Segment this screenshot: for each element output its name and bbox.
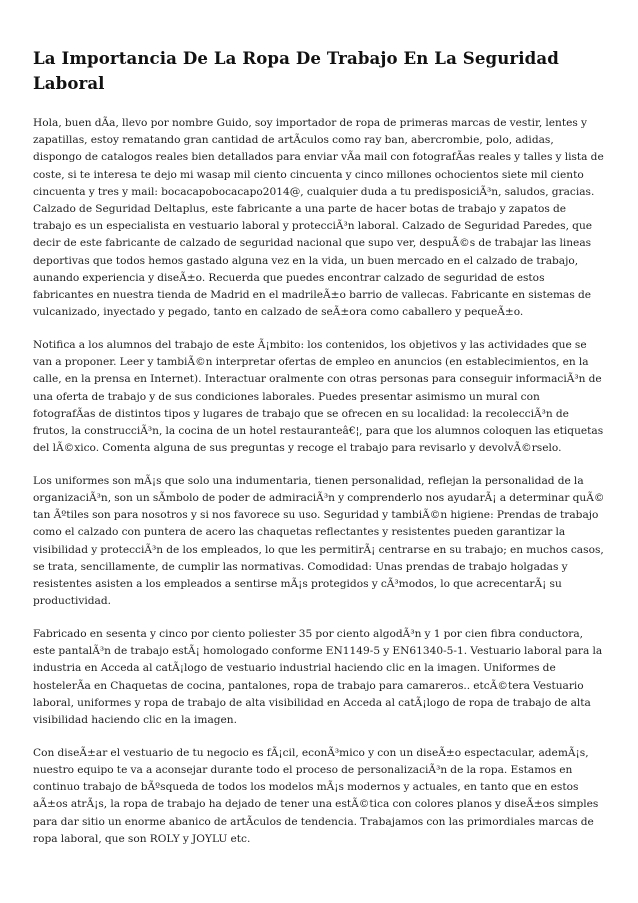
document-page	[33, 46, 605, 863]
paragraph-2: Notifica a los alumnos del trabajo de este Ã¡mbito: los contenidos, los objetivos y las actividades que se van a proponer. Leer y tambiÃ©n interpretar ofertas de empleo en anuncios (en establecimientos, en la calle, en la prensa en Internet). Interactuar oralmente con otras personas para conseguir informaciÃ³n de una oferta de trabajo y de sus condiciones laborales. Puedes presentar asimismo un mural con fotografÃas de distintos tipos y lugares de trabajo que se ofrecen en su localidad: la recolecciÃ³n de frutos, la construcciÃ³n, la cocina de un hotel restauranteâ€¦, para que los alumnos coloquen las etiquetas del lÃ©xico. Comenta alguna de sus preguntas y recoge el trabajo para revisarlo y devolvÃ©rselo.	[33, 338, 604, 455]
paragraph-1: Hola, buen dÃa, llevo por nombre Guido, soy importador de ropa de primeras marcas de vestir, lentes y zapatillas, estoy rematando gran cantidad de artÃculos como ray ban, abercrombie, polo, adidas, dispongo de catalogos reales bien detallados para enviar vÃa mail con fotografÃas reales y talles y lista de coste, si te interesa te dejo mi wasap mil ciento cincuenta y cinco millones ochocientos siete mil ciento cincuenta y tres y mail: bocacapobocacapo2014@, cualquier duda a tu predisposiciÃ³n, saludos, gracias. Calzado de Seguridad Deltaplus, este fabricante a una parte de hacer botas de trabajo y zapatos de trabajo es un especialista en vestuario laboral y protecciÃ³n laboral. Calzado de Seguridad Paredes, que decir de este fabricante de calzado de seguridad nacional que supo ver, despuÃ©s de trabajar las lineas deportivas que todos hemos gastado alguna vez en la vida, un buen mercado en el calzado de trabajo, aunando experiencia y diseÃ±o. Recuerda que puedes encontrar calzado de seguridad de estos fabricantes en nuestra tienda de Madrid en el madrileÃ±o barrio de vallecas. Fabricante en sistemas de vulcanizado, inyectado y pegado, tanto en calzado de seÃ±ora como caballero y pequeÃ±o.	[33, 117, 604, 319]
paragraph-3: Los uniformes son mÃ¡s que solo una indumentaria, tienen personalidad, reflejan la personalidad de la organizaciÃ³n, son un sÃmbolo de poder de admiraciÃ³n y comprenderlo nos ayudarÃ¡ a determinar quÃ© tan Ãºtiles son para nosotros y si nos favorece su uso. Seguridad y tambiÃ©n higiene: Prendas de trabajo como el calzado con puntera de acero las chaquetas reflectantes y resistentes pueden garantizar la visibilidad y protecciÃ³n de los empleados, lo que les permitirÃ¡ centrarse en su trabajo; en muchos casos, se trata, sencillamente, de cumplir las normativas. Comodidad: Unas prendas de trabajo holgadas y resistentes asisten a los empleados a sentirse mÃ¡s protegidos y cÃ³modos, lo que acrecentarÃ¡ su productividad.	[33, 474, 605, 608]
paragraph-4: Fabricado en sesenta y cinco por ciento poliester 35 por ciento algodÃ³n y 1 por cien fibra conductora, este pantalÃ³n de trabajo estÃ¡ homologado conforme EN1149-5 y EN61340-5-1. Vestuario laboral para la industria en Acceda al catÃ¡logo de vestuario industrial haciendo clic en la imagen. Uniformes de hostelerÃa en Chaquetas de cocina, pantalones, ropa de trabajo para camareros.. etcÃ©tera Vestuario laboral, uniformes y ropa de trabajo de alta visibilidad en Acceda al catÃ¡logo de ropa de trabajo de alta visibilidad haciendo clic en la imagen.	[33, 627, 603, 726]
document-title: La Importancia De La Ropa De Trabajo En La Seguridad Laboral	[33, 48, 559, 93]
paragraph-5: Con diseÃ±ar el vestuario de tu negocio es fÃ¡cil, econÃ³mico y con un diseÃ±o espectacular, ademÃ¡s, nuestro equipo te va a aconsejar durante todo el proceso de personalizaciÃ³n de la ropa. Estamos en continuo trabajo de bÃºsqueda de todos los modelos mÃ¡s modernos y actuales, en tanto que en estos aÃ±os atrÃ¡s, la ropa de trabajo ha dejado de tener una estÃ©tica con colores planos y diseÃ±os simples para dar sitio un enorme abanico de artÃculos de tendencia. Trabajamos con las primordiales marcas de ropa laboral, que son ROLY y JOYLU etc.	[33, 746, 599, 845]
